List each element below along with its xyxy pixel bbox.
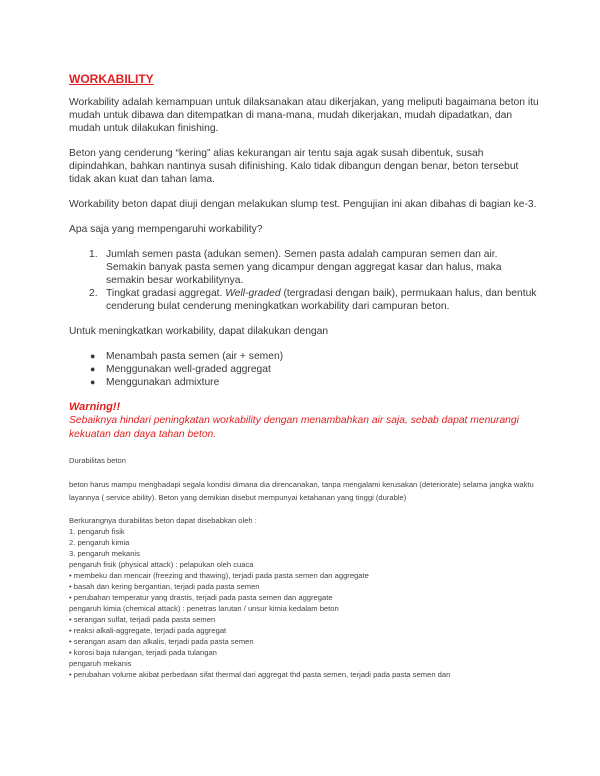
paragraph-slump-test: Workability beton dapat diuji dengan melakukan slump test. Pengujian ini akan dibahas di bagian ke-3.	[69, 199, 537, 210]
text-line: pengaruh mekanis	[69, 659, 132, 668]
list-item: ● Menambah pasta semen (air + semen)	[90, 351, 284, 362]
list-item: 2. Tingkat gradasi aggregat. Well-graded (tergradasi dengan baik), permukaan halus, dan bentuk cenderung bulat cenderung meningkatkan workability dari campuran beton.	[89, 288, 537, 312]
document-page	[69, 72, 539, 680]
paragraph-definition: Workability adalah kemampuan untuk dilaksanakan atau dikerjakan, yang meliputi bagaimana beton itu mudah untuk dibawa dan ditempatkan di mana-mana, mudah dikerjakan, mudah dipadatkan, dan mudah untuk dilakukan finishing.	[69, 97, 539, 134]
bullet-icon: ●	[90, 377, 96, 387]
text-line: • membeku dan mencair (freezing and thawing), terjadi pada pasta semen dan aggregate	[69, 571, 369, 580]
improve-intro: Untuk meningkatkan workability, dapat dilakukan dengan	[69, 326, 329, 337]
list-item: 1. Jumlah semen pasta (adukan semen). Semen pasta adalah campuran semen dan air. Semakin banyak pasta semen yang dicampur dengan aggregat kasar dan halus, maka semakin besar workabilitynya.	[89, 249, 502, 286]
text-line: • perubahan volume akibat perbedaan sifat thermal dari aggregat thd pasta semen, terjadi pada pasta semen dan	[69, 670, 451, 679]
text-line: • serangan asam dan alkalis, terjadi pada pasta semen	[69, 637, 254, 646]
question-heading: Apa saja yang mempengaruhi workability?	[69, 224, 263, 235]
text-line: 1. pengaruh fisik	[69, 527, 125, 536]
improve-list	[69, 350, 539, 389]
text-line: 2. pengaruh kimia	[69, 538, 130, 547]
paragraph-dry-concrete: Beton yang cenderung “kering” alias kekurangan air tentu saja agak susah dibentuk, susah dipindahkan, bahkan nantinya susah difinishing. Kalo tidak dibangun dengan benar, beton tersebut tidak akan kuat dan tahan lama.	[69, 148, 519, 185]
text-line: pengaruh kimia (chemical attack) : penetras larutan / unsur kimia kedalam beton	[69, 604, 339, 613]
bullet-icon: ●	[90, 351, 96, 361]
bullet-icon: ●	[90, 364, 96, 374]
text-line: pengaruh fisik (physical attack) : pelapukan oleh cuaca	[69, 560, 254, 569]
text-line: 3. pengaruh mekanis	[69, 549, 140, 558]
page-title: WORKABILITY	[69, 72, 154, 86]
durability-definition: beton harus mampu menghadapi segala kondisi dimana dia direncanakan, tanpa mengalami kerusakan (deteriorate) selama jangka waktu layannya ( service ability). Beton yang demikian disebut mempunyai ketahanan yang tinggi (durable)	[69, 480, 534, 502]
durability-heading: Durabilitas beton	[69, 456, 126, 465]
list-item: ● Menggunakan well-graded aggregat	[90, 364, 271, 375]
list-item: ● Menggunakan admixture	[90, 377, 220, 388]
text-line: • perubahan temperatur yang drastis, terjadi pada pasta semen dan aggregate	[69, 593, 333, 602]
text-line: • basah dan kering bergantian, terjadi pada pasta semen	[69, 582, 260, 591]
warning-text: Sebaiknya hindari peningkatan workability dengan menambahkan air saja, sebab dapat menurangi kekuatan dan daya tahan beton.	[69, 415, 519, 440]
durability-causes	[69, 515, 539, 680]
factors-list	[69, 248, 539, 313]
text-line: Berkurangnya durabilitas beton dapat disebabkan oleh :	[69, 516, 257, 525]
text-line: • reaksi alkali-aggregate, terjadi pada aggregat	[69, 626, 227, 635]
text-line: • korosi baja tulangan, terjadi pada tulangan	[69, 648, 217, 657]
text-line: • serangan sulfat, terjadi pada pasta semen	[69, 615, 216, 624]
warning-title: Warning!!	[69, 401, 121, 413]
